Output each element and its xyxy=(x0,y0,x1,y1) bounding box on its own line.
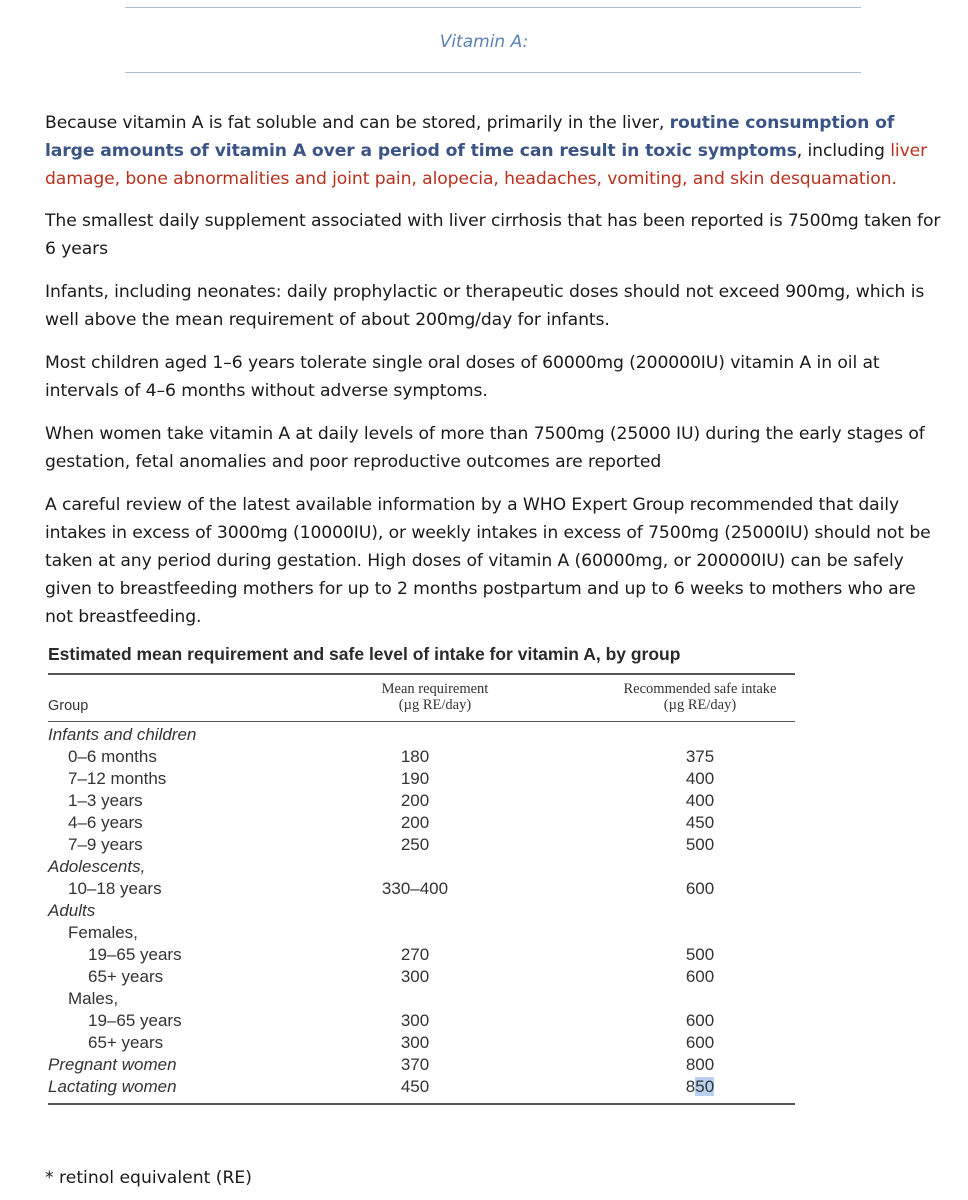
row-safe: 400 xyxy=(685,791,715,810)
toxicity-emphasis-text: routine consumption of large amounts of vitamin A over a period of time can result in toxic symptoms xyxy=(45,113,895,161)
toxicity-symptoms-text: liver damage, bone abnormalities and joint pain, alopecia, headaches, vomiting, and skin desquamation. xyxy=(45,141,928,189)
row-group: 65+ years xyxy=(88,1033,164,1052)
paragraph-gestation: When women take vitamin A at daily levels of more than 7500mg (25000 IU) during the early stages of gestation, fetal anomalies and poor reproductive outcomes are reported xyxy=(45,424,925,472)
row-safe: 450 xyxy=(685,813,715,832)
row-group: Infants and children xyxy=(48,725,197,744)
table-row xyxy=(0,791,968,813)
mean-header-line1: Mean requirement xyxy=(381,681,489,697)
row-safe: 400 xyxy=(685,769,715,788)
row-mean: 270 xyxy=(400,945,430,964)
paragraph-toxicity xyxy=(45,109,945,193)
row-group: 10–18 years xyxy=(68,879,162,898)
paragraph-liver-cirrhosis: The smallest daily supplement associated with liver cirrhosis that has been reported is 7500mg taken for 6 years xyxy=(45,211,941,259)
row-group: 4–6 years xyxy=(68,813,143,832)
row-group: Adolescents, xyxy=(48,857,146,876)
row-safe: 600 xyxy=(685,1033,715,1052)
paragraph-children: Most children aged 1–6 years tolerate single oral doses of 60000mg (200000IU) vitamin A in oil at intervals of 4–6 months without adverse symptoms. xyxy=(45,353,880,401)
row-group: Adults xyxy=(48,901,96,920)
top-divider xyxy=(125,7,861,8)
row-safe: 500 xyxy=(685,835,715,854)
row-mean: 330–400 xyxy=(381,879,449,898)
row-mean: 190 xyxy=(400,769,430,788)
row-mean: 300 xyxy=(400,967,430,986)
heading-divider xyxy=(125,72,861,73)
row-mean: 300 xyxy=(400,1011,430,1030)
toxicity-connector-text: , including xyxy=(796,141,891,161)
table-row xyxy=(0,967,968,989)
table-row xyxy=(0,945,968,967)
table-row xyxy=(0,923,968,945)
selected-text-highlight[interactable]: 50 xyxy=(695,1077,715,1096)
row-mean: 370 xyxy=(400,1055,430,1074)
table-top-rule xyxy=(48,673,795,675)
row-safe: 600 xyxy=(685,879,715,898)
table-row xyxy=(0,835,968,857)
row-safe: 600 xyxy=(685,1011,715,1030)
table-bottom-rule xyxy=(48,1103,795,1105)
table-header-rule xyxy=(48,721,795,722)
column-header-mean-requirement xyxy=(355,681,515,713)
row-safe-plain: 8 xyxy=(685,1077,696,1096)
section-heading: Vitamin A: xyxy=(439,32,529,52)
table-row xyxy=(0,989,968,1011)
row-mean: 200 xyxy=(400,791,430,810)
row-mean: 250 xyxy=(400,835,430,854)
row-group: Males, xyxy=(68,989,119,1008)
safe-header-line2: (µg RE/day) xyxy=(663,697,737,713)
paragraph-who-review: A careful review of the latest available information by a WHO Expert Group recommended that daily intakes in excess of 3000mg (10000IU), or weekly intakes in excess of 7500mg (25000IU) should not be taken at any period during gestation. High doses of vitamin A (60000mg, or 200000IU) can be safely given to breastfeeding mothers for up to 2 months postpartum and up to 6 weeks to mothers who are not breastfeeding. xyxy=(45,495,931,627)
table-row xyxy=(0,769,968,791)
toxicity-intro-text: Because vitamin A is fat soluble and can be stored, primarily in the liver, xyxy=(45,113,670,133)
row-safe: 800 xyxy=(685,1055,715,1074)
row-safe: 500 xyxy=(685,945,715,964)
row-group: Pregnant women xyxy=(48,1055,177,1074)
row-mean: 300 xyxy=(400,1033,430,1052)
table-row xyxy=(0,1033,968,1055)
row-group: 7–9 years xyxy=(68,835,143,854)
row-safe: 600 xyxy=(685,967,715,986)
row-group: 0–6 months xyxy=(68,747,157,766)
table-title: Estimated mean requirement and safe level of intake for vitamin A, by group xyxy=(48,644,681,664)
row-group: 19–65 years xyxy=(88,945,182,964)
table-row xyxy=(0,901,968,923)
row-safe[interactable] xyxy=(645,1077,755,1097)
table-row xyxy=(0,813,968,835)
row-mean: 450 xyxy=(400,1077,430,1096)
row-group: 7–12 months xyxy=(68,769,167,788)
paragraph-infants: Infants, including neonates: daily prophylactic or therapeutic doses should not exceed 900mg, which is well above the mean requirement of about 200mg/day for infants. xyxy=(45,282,925,330)
row-mean: 180 xyxy=(400,747,430,766)
table-row xyxy=(0,879,968,901)
column-header-group: Group xyxy=(48,698,89,714)
row-mean: 200 xyxy=(400,813,430,832)
row-safe: 375 xyxy=(685,747,715,766)
row-group: 65+ years xyxy=(88,967,164,986)
mean-header-line2: (µg RE/day) xyxy=(398,697,472,713)
row-group: 19–65 years xyxy=(88,1011,182,1030)
row-group: Females, xyxy=(68,923,138,942)
table-row xyxy=(0,1011,968,1033)
row-group: 1–3 years xyxy=(68,791,143,810)
column-header-safe-intake xyxy=(590,681,810,713)
table-row xyxy=(0,747,968,769)
footnote: * retinol equivalent (RE) xyxy=(45,1168,252,1188)
table-row xyxy=(0,725,968,747)
table-row xyxy=(0,857,968,879)
row-group: Lactating women xyxy=(48,1077,177,1096)
table-row xyxy=(0,1077,968,1099)
table-row xyxy=(0,1055,968,1077)
safe-header-line1: Recommended safe intake xyxy=(623,681,777,697)
